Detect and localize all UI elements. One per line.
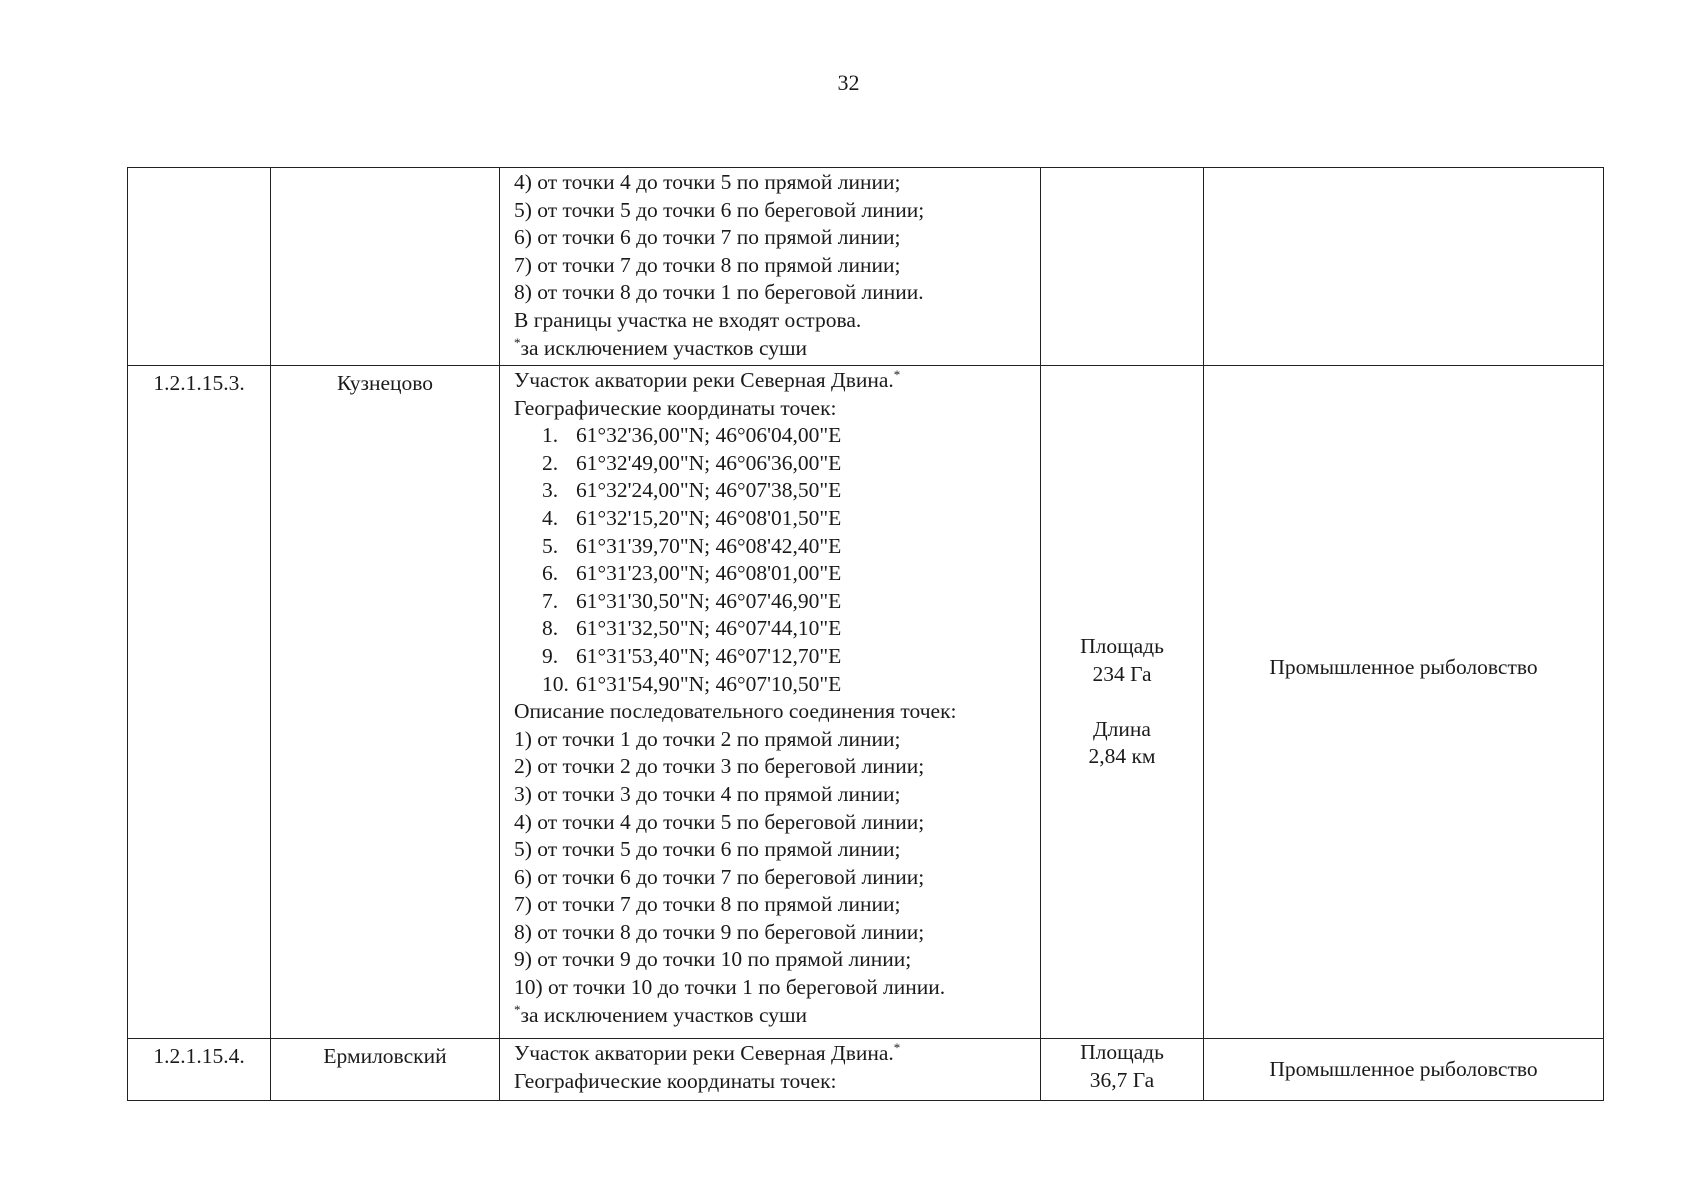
- footnote-mark: *: [893, 1040, 901, 1055]
- connection-line: 5) от точки 5 до точки 6 по прямой линии;: [514, 837, 901, 862]
- area-label: Площадь: [1080, 634, 1164, 659]
- connection-line: 4) от точки 4 до точки 5 по прямой линии;: [514, 170, 901, 194]
- coords-header: Географические координаты точек:: [514, 1068, 837, 1093]
- connection-line: 9) от точки 9 до точки 10 по прямой линии;: [514, 947, 912, 972]
- connection-line: 8) от точки 8 до точки 1 по береговой линии.: [514, 280, 924, 305]
- coords-header: Географические координаты точек:: [514, 395, 837, 420]
- coord-item: 4. 61°32'15,20"N; 46°08'01,50"E: [542, 505, 842, 530]
- area-label: Площадь: [1080, 1040, 1164, 1064]
- coord-item: 7. 61°31'30,50"N; 46°07'46,90"E: [542, 588, 842, 613]
- row-number-cell: 1.2.1.15.4.: [128, 1039, 271, 1101]
- coord-item: 9. 61°31'53,40"N; 46°07'12,70"E: [542, 643, 842, 668]
- coord-item: 8. 61°31'32,50"N; 46°07'44,10"E: [542, 616, 842, 641]
- purpose-cell: [1204, 366, 1604, 1039]
- coord-item: 5. 61°31'39,70"N; 46°08'42,40"E: [542, 533, 842, 558]
- islands-note: В границы участка не входят острова.: [514, 307, 862, 332]
- area-name-cell: Кузнецово: [271, 366, 500, 1039]
- connection-header: Описание последовательного соединения точек:: [514, 699, 957, 724]
- footnote-line: [514, 1002, 1034, 1030]
- coord-item: 6. 61°31'23,00"N; 46°08'01,00"E: [542, 561, 842, 586]
- connection-line: 5) от точки 5 до точки 6 по береговой линии;: [514, 197, 925, 222]
- length-label: Длина: [1093, 716, 1151, 741]
- length-value: 2,84 км: [1088, 744, 1156, 769]
- parameters-cell: [1041, 366, 1204, 1039]
- coord-item: 10. 61°31'54,90"N; 46°07'10,50"E: [542, 671, 842, 696]
- parameters-cell: [1041, 1039, 1204, 1101]
- coord-item: 1. 61°32'36,00"N; 46°06'04,00"E: [542, 423, 842, 448]
- coord-item: 3. 61°32'24,00"N; 46°07'38,50"E: [542, 478, 842, 503]
- row-number-cell: 1.2.1.15.3.: [128, 366, 271, 1039]
- footnote-text: за исключением участков суши: [520, 335, 808, 360]
- connection-line: 7) от точки 7 до точки 8 по прямой линии;: [514, 252, 901, 277]
- area-name-cell: [271, 168, 500, 366]
- area-value: 234 Га: [1092, 661, 1152, 686]
- purpose-cell: Промышленное рыболовство: [1204, 1039, 1604, 1101]
- description-cell: [500, 366, 1041, 1039]
- connection-line: 3) от точки 3 до точки 4 по прямой линии;: [514, 781, 901, 806]
- connection-line: 10) от точки 10 до точки 1 по береговой линии.: [514, 975, 946, 1000]
- connection-line: 1) от точки 1 до точки 2 по прямой линии;: [514, 726, 901, 751]
- footnote-line: [514, 335, 1034, 363]
- connection-line: 2) от точки 2 до точки 3 по береговой линии;: [514, 754, 925, 779]
- connection-line: 4) от точки 4 до точки 5 по береговой линии;: [514, 809, 925, 834]
- parameters-cell: [1041, 168, 1204, 366]
- table-row-continuation: [128, 168, 1604, 366]
- area-name-cell: Ермиловский: [271, 1039, 500, 1101]
- footnote-mark: *: [893, 367, 901, 382]
- fishing-areas-table: [127, 167, 1604, 1101]
- page-number: 32: [837, 70, 860, 95]
- connection-line: 8) от точки 8 до точки 9 по береговой линии;: [514, 919, 925, 944]
- table-row-ermilovsky: [128, 1039, 1604, 1101]
- purpose-text: Промышленное рыболовство: [1269, 655, 1538, 680]
- description-cell: [500, 168, 1041, 366]
- area-value: 36,7 Га: [1089, 1067, 1155, 1092]
- connection-line: 6) от точки 6 до точки 7 по прямой линии;: [514, 225, 901, 250]
- footnote-text: за исключением участков суши: [520, 1002, 808, 1027]
- footnote-mark: *: [514, 334, 521, 350]
- connection-line: 6) от точки 6 до точки 7 по береговой линии;: [514, 864, 925, 889]
- area-title: Участок акватории реки Северная Двина.*: [514, 367, 901, 392]
- table-row-kuznetsovo: [128, 366, 1604, 1039]
- area-title: Участок акватории реки Северная Двина.*: [514, 1040, 901, 1065]
- purpose-cell: [1204, 168, 1604, 366]
- description-cell: [500, 1039, 1041, 1101]
- footnote-mark: *: [514, 1001, 521, 1017]
- connection-line: 7) от точки 7 до точки 8 по прямой линии;: [514, 892, 901, 917]
- row-number-cell: [128, 168, 271, 366]
- coord-item: 2. 61°32'49,00"N; 46°06'36,00"E: [542, 450, 842, 475]
